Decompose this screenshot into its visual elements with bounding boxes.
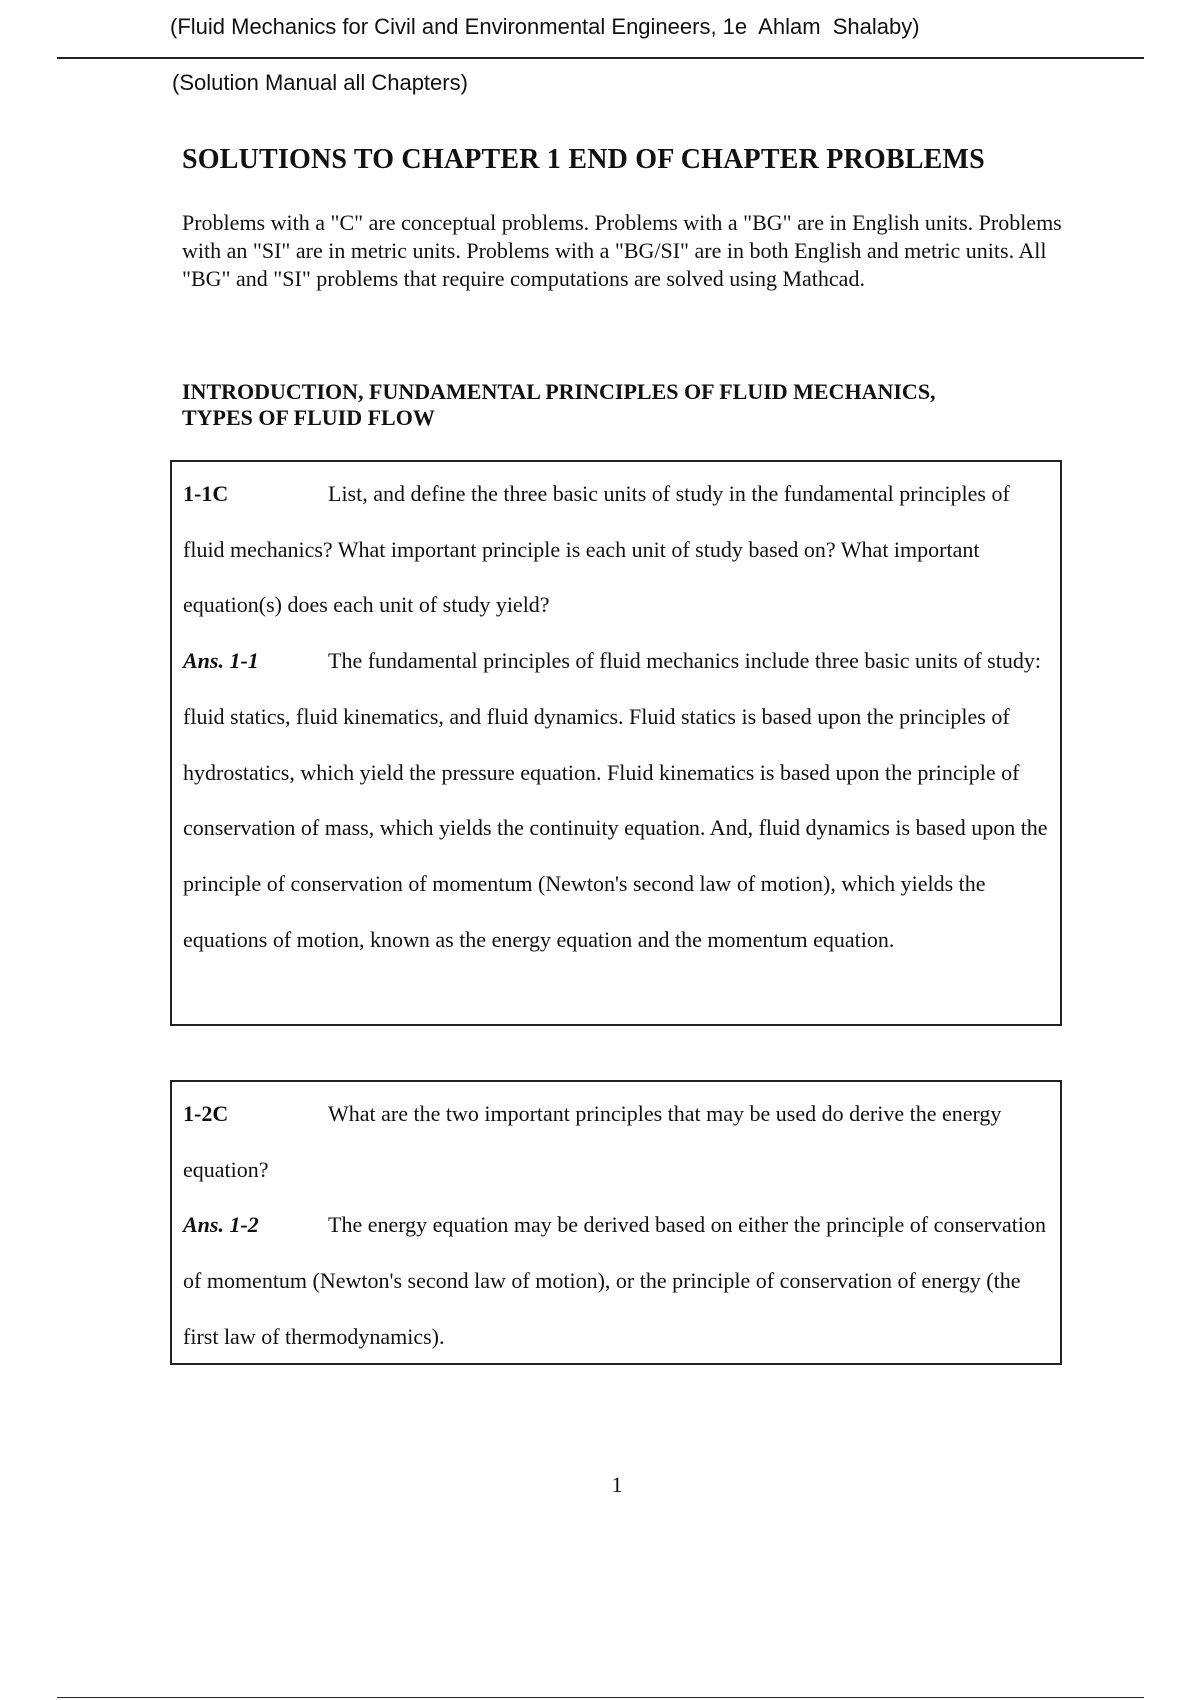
problem-number: 1-1C: [183, 481, 229, 506]
intro-paragraph: Problems with a "C" are conceptual problems. Problems with a "BG" are in English units. Problems with an "SI" are in metric units. Problems with a "BG/SI" are in both English and metric units. All "BG" and "SI" problems that require computations are solved using Mathcad.: [182, 210, 1062, 291]
solution-manual-subheader: (Solution Manual all Chapters): [172, 70, 468, 95]
book-title-header: (Fluid Mechanics for Civil and Environmental Engineers, 1e Ahlam Shalaby): [170, 14, 920, 39]
problem-box-1-1c: [170, 460, 1062, 1026]
problem-answer: [183, 1197, 1048, 1364]
problem-question: [183, 1086, 1048, 1197]
problem-number: 1-2C: [183, 1101, 229, 1126]
answer-text: The fundamental principles of fluid mechanics include three basic units of study: fluid statics, fluid kinematics, and fluid dynamics. Fluid statics is based upon the principles of hydrostatics, which yield the pressure equation. Fluid kinematics is based upon the principle of conservation of mass, which yields the continuity equation. And, fluid dynamics is based upon the principle of conservation of momentum (Newton's second law of motion), which yields the equations of motion, known as the energy equation and the momentum equation.: [183, 648, 1048, 952]
chapter-title: SOLUTIONS TO CHAPTER 1 END OF CHAPTER PROBLEMS: [182, 144, 985, 175]
answer-label: Ans. 1-2: [183, 1212, 259, 1238]
question-text: What are the two important principles that may be used do derive the energy equation?: [183, 1101, 1002, 1182]
problem-box-1-2c: [170, 1080, 1062, 1365]
answer-label: Ans. 1-1: [183, 648, 259, 674]
footer-divider: [57, 1697, 1144, 1698]
section-heading: INTRODUCTION, FUNDAMENTAL PRINCIPLES OF FLUID MECHANICS, TYPES OF FLUID FLOW: [182, 379, 936, 430]
question-text: List, and define the three basic units of study in the fundamental principles of fluid mechanics? What important principle is each unit of study based on? What important equation(s) does each unit of study yield?: [183, 481, 1010, 618]
problem-answer: [183, 633, 1048, 967]
problem-question: [183, 466, 1048, 633]
header-divider: [57, 57, 1144, 59]
answer-text: The energy equation may be derived based on either the principle of conservation of momentum (Newton's second law of motion), or the principle of conservation of energy (the first law of thermodynamics).: [183, 1212, 1046, 1349]
page-number: 1: [611, 1472, 623, 1497]
